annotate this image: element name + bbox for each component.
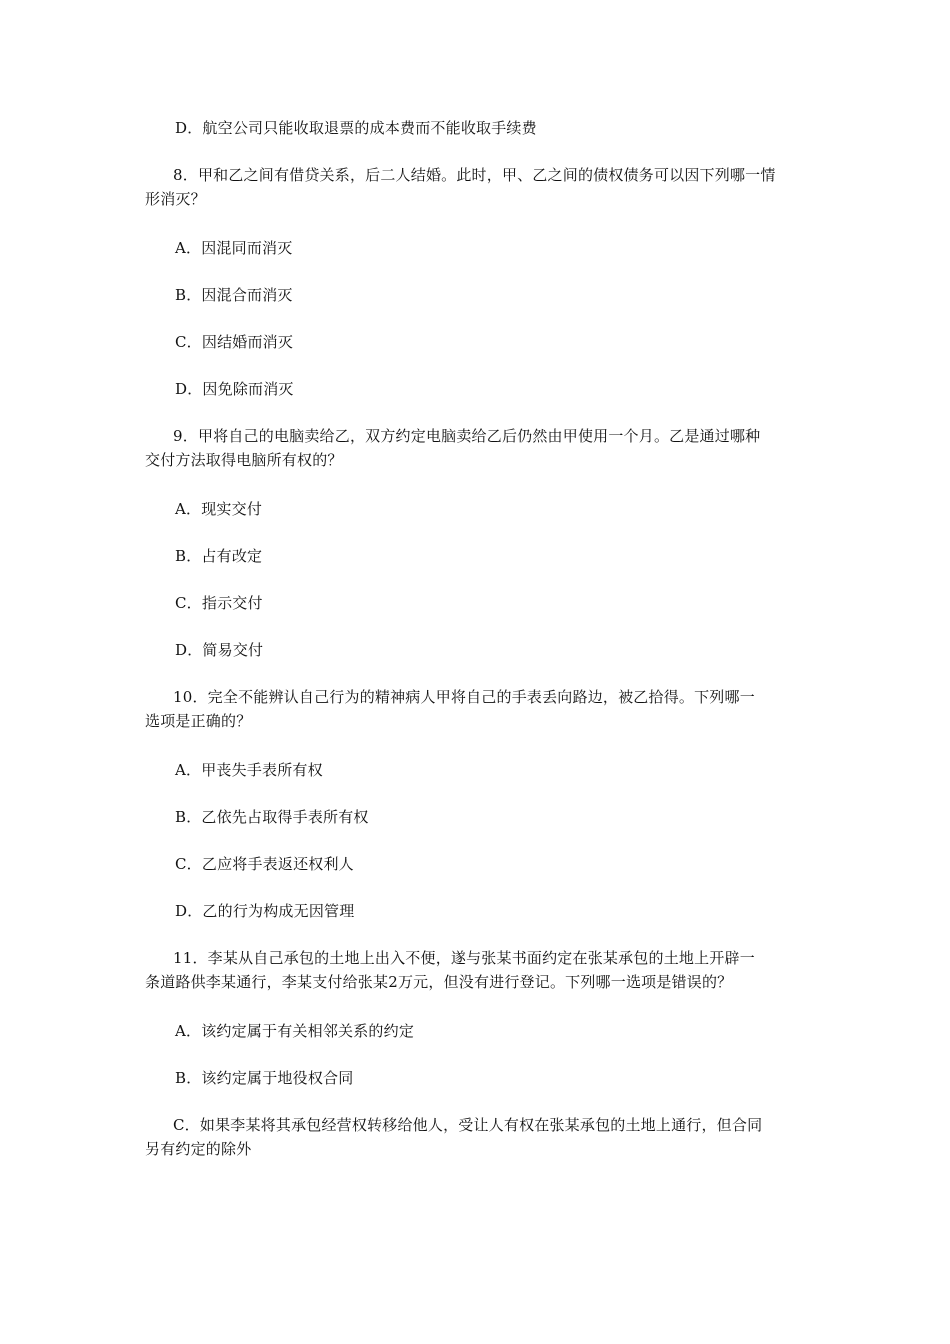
question-11-option-c-continued: 另有约定的除外 [145,1140,252,1158]
question-9-option-a: A．现实交付 [175,500,263,518]
question-10-stem: 10．完全不能辨认自己行为的精神病人甲将自己的手表丢向路边，被乙拾得。下列哪一 [173,688,755,706]
question-11-stem: 11．李某从自己承包的土地上出入不便，遂与张某书面约定在张某承包的土地上开辟一 [173,949,755,967]
question-10-stem-continued: 选项是正确的？ [145,712,252,730]
question-10-option-d: D．乙的行为构成无因管理 [175,902,355,920]
question-9-option-c: C．指示交付 [175,594,263,612]
question-10-option-c: C．乙应将手表返还权利人 [175,855,354,873]
question-9-stem: 9．甲将自己的电脑卖给乙，双方约定电脑卖给乙后仍然由甲使用一个月。乙是通过哪种 [173,427,761,445]
question-10-option-b: B．乙依先占取得手表所有权 [175,808,369,826]
question-11-option-c: C．如果李某将其承包经营权转移给他人，受让人有权在张某承包的土地上通行，但合同 [173,1116,763,1134]
question-8-option-b: B．因混合而消灭 [175,286,293,304]
question-8-option-d: D．因免除而消灭 [175,380,294,398]
question-11-option-a: A．该约定属于有关相邻关系的约定 [175,1022,415,1040]
question-9-option-d: D．简易交付 [175,641,264,659]
prev-question-option-d: D．航空公司只能收取退票的成本费而不能收取手续费 [175,119,537,137]
question-10-option-a: A．甲丧失手表所有权 [175,761,323,779]
question-8-option-c: C．因结婚而消灭 [175,333,294,351]
question-11-option-b: B．该约定属于地役权合同 [175,1069,354,1087]
question-9-option-b: B．占有改定 [175,547,263,565]
question-8-stem-continued: 形消灭？ [145,190,206,208]
question-9-stem-continued: 交付方法取得电脑所有权的？ [145,451,343,469]
question-8-stem: 8．甲和乙之间有借贷关系，后二人结婚。此时，甲、乙之间的债权债务可以因下列哪一情 [173,166,776,184]
question-8-option-a: A．因混同而消灭 [175,239,293,257]
question-11-stem-continued: 条道路供李某通行，李某支付给张某2万元，但没有进行登记。下列哪一选项是错误的？ [145,973,733,991]
